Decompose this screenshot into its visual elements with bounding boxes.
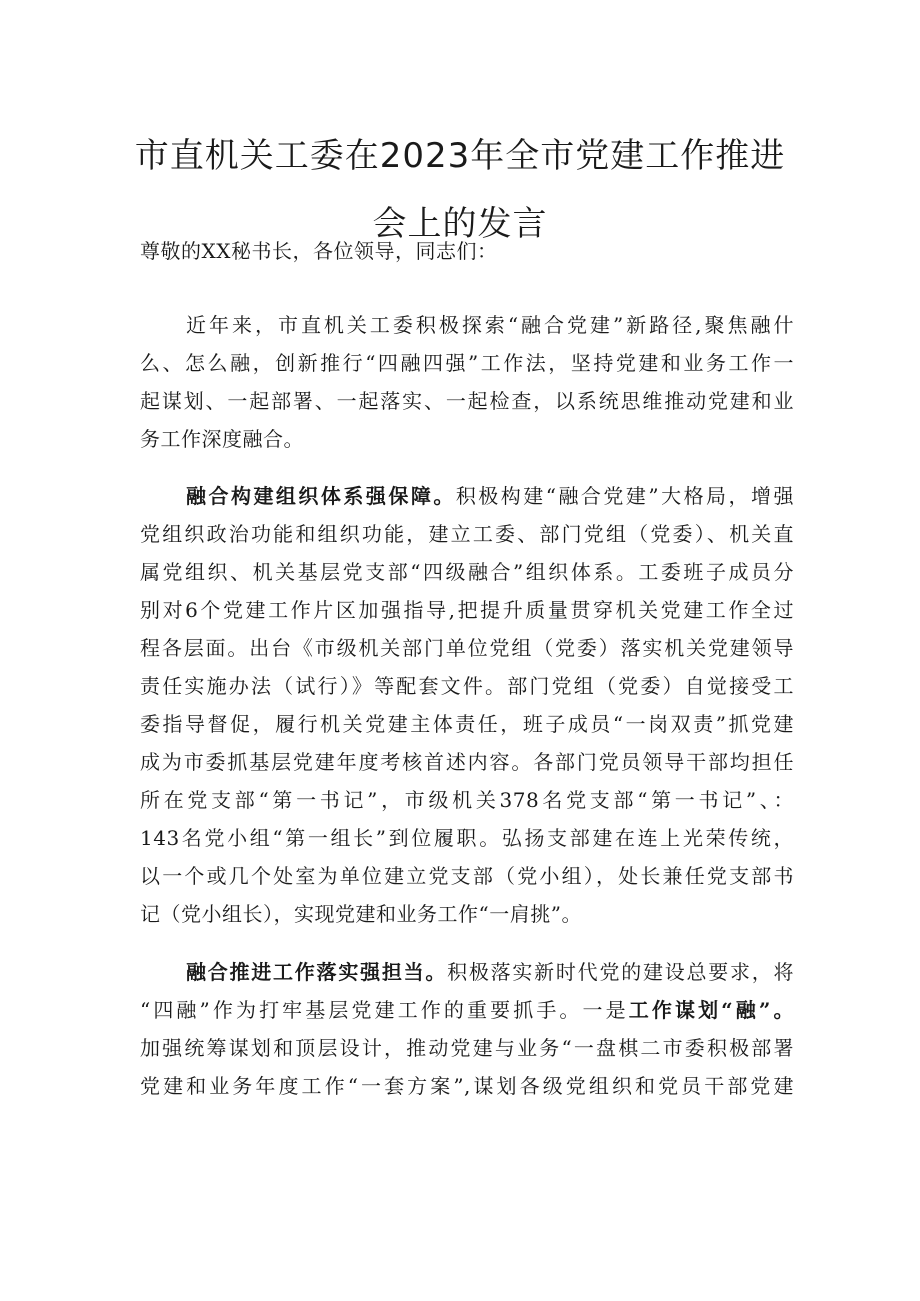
section1-line: 党组织政治功能和组织功能，建立工委、部门党组（党委）、机关直 [140,522,794,546]
section1-line: 程各层面。出台《市级机关部门单位党组（党委）落实机关党建领导 [140,636,794,660]
intro-line: 么、怎么融，创新推行“四融四强”工作法，坚持党建和业务工作一 [140,351,794,375]
salutation: 尊敬的XX秘书长，各位领导，同志们： [140,239,498,263]
section2-line: 党建和业务年度工作“一套方案”,谋划各级党组织和党员干部党建 [140,1074,794,1098]
section1-line: 成为市委抓基层党建年度考核首述内容。各部门党员领导干部均担任 [140,750,794,774]
section1-line: 责任实施办法（试行）》等配套文件。部门党组（党委）自觉接受工 [140,674,794,698]
section1-line: 属党组织、机关基层党支部“四级融合”组织体系。工委班子成员分 [140,560,794,584]
section1-first-line [186,482,794,510]
section1-line: 委指导督促，履行机关党建主体责任，班子成员“一岗双责”抓党建 [140,712,794,736]
section2-first-tail: 积极落实新时代党的建设总要求，将 [447,960,795,984]
intro-line: 务工作深度融合。 [140,427,304,451]
section1-line: 记（党小组长），实现党建和业务工作“一肩挑”。 [140,902,582,926]
section1-line: 以一个或几个处室为单位建立党支部（党小组），处长兼任党支部书 [140,864,794,888]
document-title-line-2: 会上的发言 [372,204,548,244]
intro-line: 起谋划、一起部署、一起落实、一起检查，以系统思维推动党建和业 [140,389,794,413]
section1-first-tail: 积极构建“融合党建”大格局，增强 [455,484,795,508]
document-title-line-1: 市直机关工委在2023年全市党建工作推进 [134,136,786,176]
section2-line: 加强统筹谋划和顶层设计，推动党建与业务“一盘棋二市委积极部署 [140,1036,794,1060]
section2-line2-bold: 工作谋划“融”。 [628,998,794,1022]
intro-line: 近年来，市直机关工委积极探索“融合党建”新路径,聚焦融什 [186,313,794,337]
section1-line: 别对6个党建工作片区加强指导,把提升质量贯穿机关党建工作全过 [140,598,794,622]
section2-heading: 融合推进工作落实强担当。 [186,960,448,984]
section2-line [140,996,794,1024]
section2-line2-text: “四融”作为打牢基层党建工作的重要抓手。一是 [140,998,629,1022]
section1-line: 所在党支部“第一书记”，市级机关378名党支部“第一书记”、： [140,788,794,812]
section2-first-line [186,958,794,986]
section1-heading: 融合构建组织体系强保障。 [186,484,456,508]
section1-line: 143名党小组“第一组长”到位履职。弘扬支部建在连上光荣传统， [140,826,794,850]
